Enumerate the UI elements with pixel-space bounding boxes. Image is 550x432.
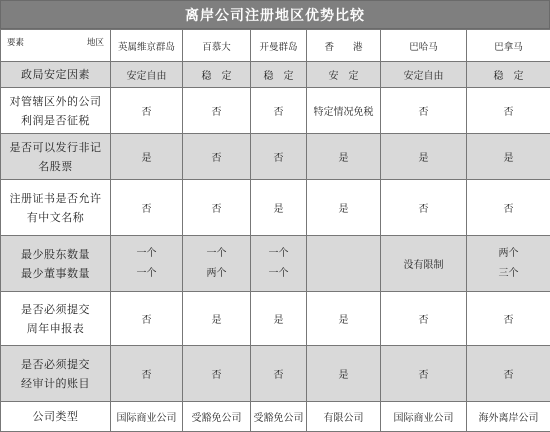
- value-cell: [381, 88, 467, 134]
- factor-label: 政局安定因素: [21, 68, 90, 81]
- table-row: [1, 88, 550, 134]
- value-text: 否: [142, 107, 152, 118]
- value-text: 否: [274, 107, 284, 118]
- value-text: 否: [142, 370, 152, 381]
- value-cell: [111, 134, 183, 180]
- corner-cell: [1, 30, 111, 62]
- comparison-table: [0, 29, 550, 432]
- region-header: 百慕大: [183, 30, 251, 62]
- table-row: [1, 346, 550, 402]
- value-cell: [381, 402, 467, 432]
- value-cell: [467, 346, 550, 402]
- value-cell: [251, 402, 307, 432]
- value-text: 是: [339, 315, 349, 326]
- value-text: 否: [274, 153, 284, 164]
- factor-label: 最少股东数量: [21, 248, 90, 261]
- value-cell: [467, 292, 550, 346]
- value-text: 是: [339, 153, 349, 164]
- value-cell: [307, 402, 381, 432]
- value-text: 是: [419, 153, 429, 164]
- table-row: [1, 180, 550, 236]
- value-cell: [307, 134, 381, 180]
- value-cell: [307, 180, 381, 236]
- factor-label: 利润是否征税: [21, 114, 90, 127]
- value-text: 一个: [269, 268, 289, 279]
- document-title: 离岸公司注册地区优势比较: [0, 0, 550, 29]
- value-text: 否: [212, 107, 222, 118]
- value-cell: [251, 346, 307, 402]
- value-cell: [183, 346, 251, 402]
- value-text: 有限公司: [324, 413, 364, 424]
- value-text: 一个: [269, 248, 289, 259]
- value-cell: [467, 402, 550, 432]
- factor-cell: [1, 346, 111, 402]
- table-row: [1, 292, 550, 346]
- value-cell: [307, 292, 381, 346]
- value-text: 是: [274, 315, 284, 326]
- value-text: 是: [339, 204, 349, 215]
- value-text: 否: [504, 315, 514, 326]
- value-cell: [467, 134, 550, 180]
- value-cell: [251, 134, 307, 180]
- value-cell: [111, 62, 183, 88]
- value-text: 稳 定: [202, 71, 232, 82]
- value-text: 是: [142, 153, 152, 164]
- value-text: 安定自由: [127, 71, 167, 82]
- value-text: 是: [504, 153, 514, 164]
- value-text: 否: [142, 315, 152, 326]
- factor-label: 公司类型: [33, 410, 79, 423]
- value-text: 否: [504, 370, 514, 381]
- value-text: 受豁免公司: [192, 413, 242, 424]
- corner-label-region: 地区: [87, 36, 104, 48]
- value-cell: [307, 236, 381, 292]
- value-cell: [111, 236, 183, 292]
- value-cell: [251, 88, 307, 134]
- value-cell: [111, 292, 183, 346]
- value-text: 是: [274, 204, 284, 215]
- value-cell: [307, 88, 381, 134]
- value-cell: [251, 180, 307, 236]
- value-cell: [111, 402, 183, 432]
- value-text: 是: [339, 370, 349, 381]
- factor-cell: [1, 402, 111, 432]
- factor-label: 周年申报表: [27, 322, 85, 335]
- region-header: 巴拿马: [467, 30, 550, 62]
- value-cell: [183, 134, 251, 180]
- table-body: [1, 62, 550, 432]
- value-cell: [381, 180, 467, 236]
- value-text: 没有限制: [404, 260, 444, 271]
- value-text: 否: [212, 204, 222, 215]
- value-text: 否: [142, 204, 152, 215]
- value-text: 两个: [207, 268, 227, 279]
- value-text: 否: [504, 204, 514, 215]
- factor-cell: [1, 88, 111, 134]
- value-cell: [183, 62, 251, 88]
- value-text: 受豁免公司: [254, 413, 304, 424]
- value-text: 否: [212, 370, 222, 381]
- value-cell: [251, 236, 307, 292]
- factor-cell: [1, 180, 111, 236]
- value-cell: [381, 62, 467, 88]
- value-text: 一个: [137, 268, 157, 279]
- table-row: [1, 134, 550, 180]
- value-cell: [251, 62, 307, 88]
- value-cell: [381, 292, 467, 346]
- value-text: 两个: [499, 248, 519, 259]
- value-text: 否: [504, 107, 514, 118]
- factor-cell: [1, 292, 111, 346]
- region-header: 香 港: [307, 30, 381, 62]
- value-text: 否: [212, 153, 222, 164]
- value-cell: [467, 180, 550, 236]
- value-text: 特定情况免税: [314, 107, 374, 118]
- factor-label: 是否可以发行非记: [10, 141, 102, 154]
- value-text: 国际商业公司: [394, 413, 454, 424]
- value-text: 国际商业公司: [117, 413, 177, 424]
- value-text: 安 定: [329, 71, 359, 82]
- value-text: 一个: [137, 248, 157, 259]
- header-row: [1, 30, 550, 62]
- value-text: 稳 定: [494, 71, 524, 82]
- value-cell: [111, 88, 183, 134]
- region-header: 巴哈马: [381, 30, 467, 62]
- value-text: 三个: [499, 268, 519, 279]
- value-text: 否: [419, 204, 429, 215]
- value-cell: [183, 236, 251, 292]
- value-cell: [467, 236, 550, 292]
- value-cell: [183, 292, 251, 346]
- value-cell: [111, 180, 183, 236]
- value-cell: [467, 62, 550, 88]
- value-cell: [307, 346, 381, 402]
- value-cell: [381, 346, 467, 402]
- region-header: 英属维京群岛: [111, 30, 183, 62]
- table-row: [1, 62, 550, 88]
- value-cell: [307, 62, 381, 88]
- value-cell: [183, 180, 251, 236]
- factor-label: 经审计的账目: [21, 377, 90, 390]
- value-text: 是: [212, 315, 222, 326]
- factor-cell: [1, 62, 111, 88]
- value-cell: [381, 134, 467, 180]
- value-text: 否: [274, 370, 284, 381]
- value-text: 否: [419, 315, 429, 326]
- value-cell: [183, 402, 251, 432]
- factor-label: 有中文名称: [27, 211, 85, 224]
- table-row: [1, 236, 550, 292]
- factor-label: 名股票: [38, 160, 73, 173]
- value-text: 否: [419, 370, 429, 381]
- value-text: 一个: [207, 248, 227, 259]
- factor-label: 注册证书是否允许: [10, 192, 102, 205]
- value-cell: [381, 236, 467, 292]
- region-header: 开曼群岛: [251, 30, 307, 62]
- factor-label: 是否必须提交: [21, 358, 90, 371]
- corner-label-factor: 要素: [7, 36, 24, 48]
- value-cell: [111, 346, 183, 402]
- value-text: 海外离岸公司: [479, 413, 539, 424]
- value-cell: [467, 88, 550, 134]
- factor-cell: [1, 134, 111, 180]
- factor-cell: [1, 236, 111, 292]
- value-text: 安定自由: [404, 71, 444, 82]
- value-text: 稳 定: [264, 71, 294, 82]
- factor-label: 对管辖区外的公司: [10, 95, 102, 108]
- factor-label: 最少董事数量: [21, 267, 90, 280]
- value-text: 否: [419, 107, 429, 118]
- value-cell: [183, 88, 251, 134]
- factor-label: 是否必须提交: [21, 303, 90, 316]
- table-row: [1, 402, 550, 432]
- value-cell: [251, 292, 307, 346]
